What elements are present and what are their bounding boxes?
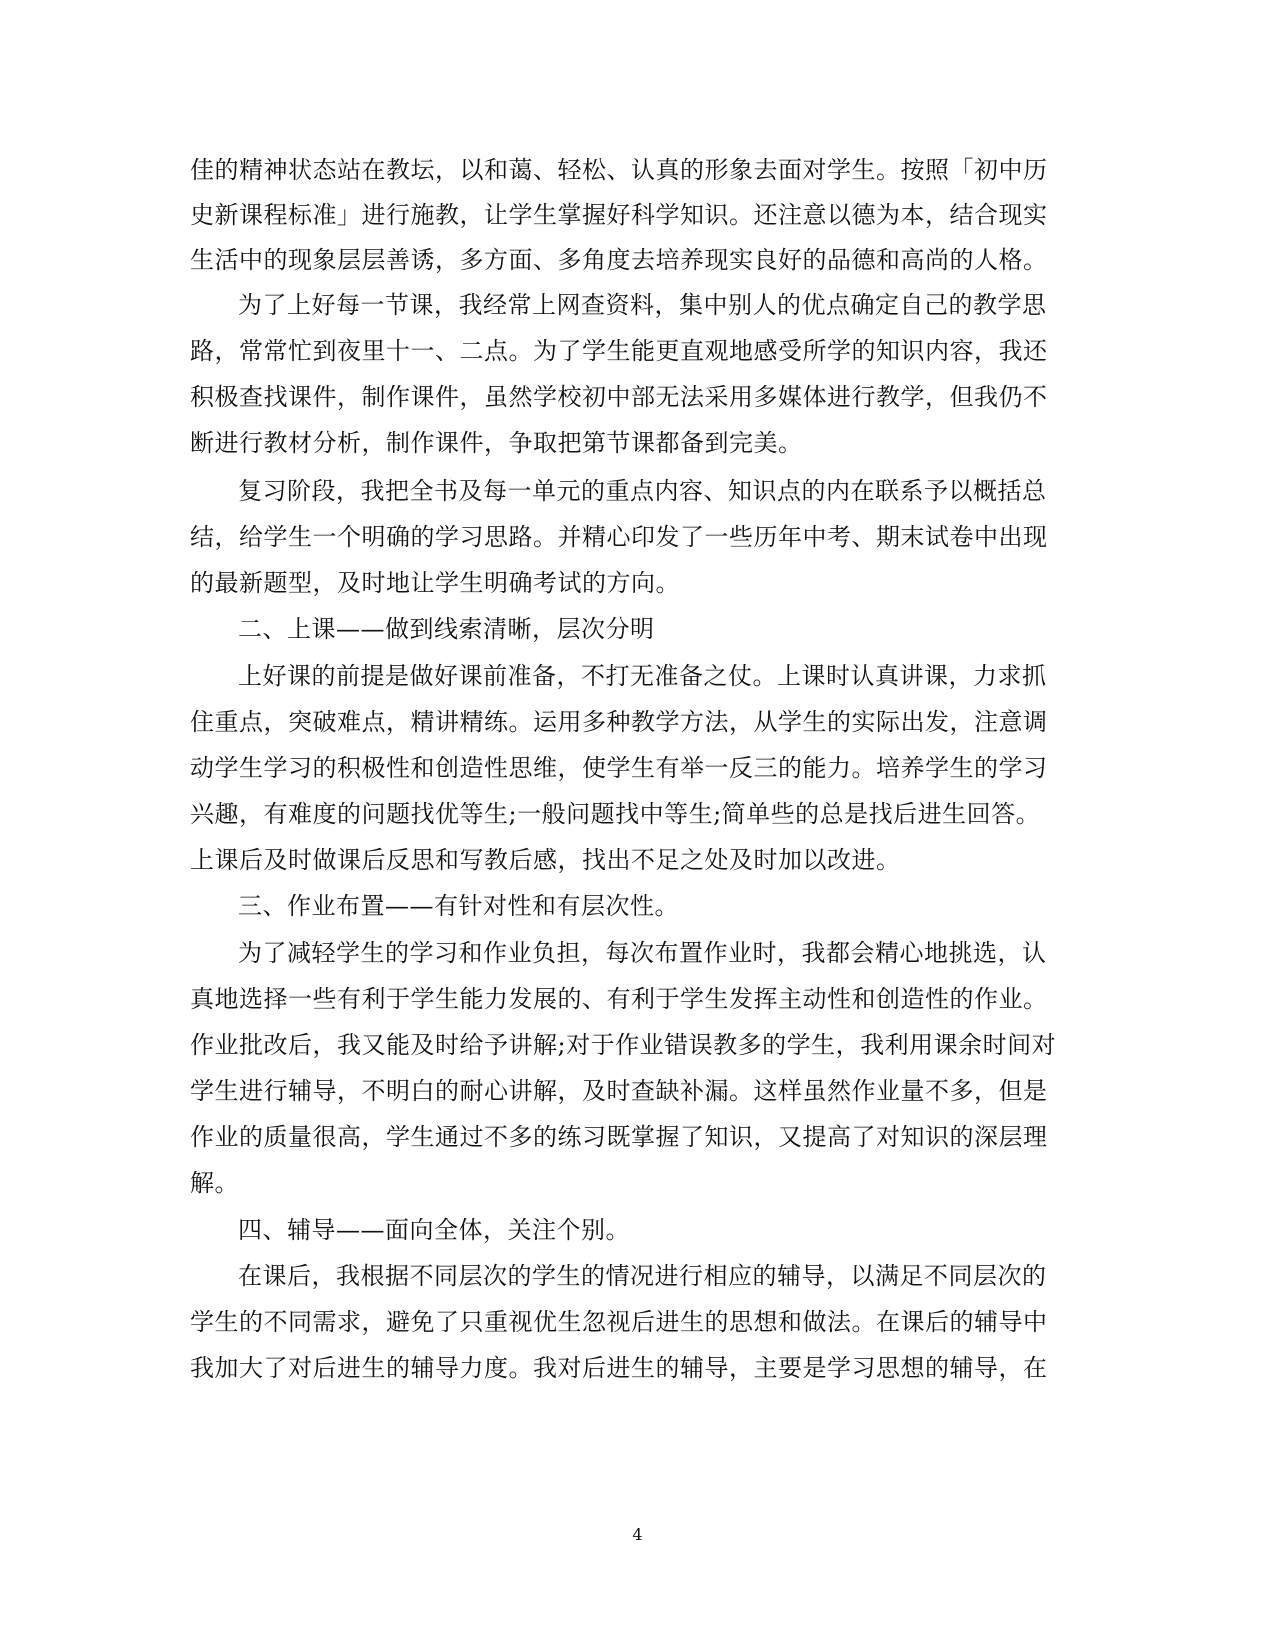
text-line: 真地选择一些有利于学生能力发展的、有利于学生发挥主动性和创造性的作业。 (190, 985, 1048, 1013)
text-line: 生活中的现象层层善诱，多方面、多角度去培养现实良好的品德和高尚的人格。 (190, 246, 1048, 274)
text-line: 的最新题型，及时地让学生明确考试的方向。 (190, 569, 680, 597)
text-line: 在课后，我根据不同层次的学生的情况进行相应的辅导，以满足不同层次的 (238, 1262, 1047, 1290)
text-line: 史新课程标准」进行施教，让学生掌握好科学知识。还注意以德为本，结合现实 (190, 201, 1048, 229)
text-line: 结，给学生一个明确的学习思路。并精心印发了一些历年中考、期末试卷中出现 (190, 523, 1048, 551)
text-line: 学生的不同需求，避免了只重视优生忽视后进生的思想和做法。在课后的辅导中 (190, 1308, 1048, 1336)
text-line: 断进行教材分析，制作课件，争取把第节课都备到完美。 (190, 429, 803, 457)
text-line: 解。 (190, 1169, 239, 1197)
text-line: 复习阶段，我把全书及每一单元的重点内容、知识点的内在联系予以概括总 (238, 477, 1047, 505)
text-line: 我加大了对后进生的辅导力度。我对后进生的辅导，主要是学习思想的辅导，在 (190, 1354, 1048, 1382)
text-line: 动学生学习的积极性和创造性思维，使学生有举一反三的能力。培养学生的学习 (190, 754, 1048, 782)
text-line: 积极查找课件，制作课件，虽然学校初中部无法采用多媒体进行教学，但我仍不 (190, 383, 1048, 411)
text-line: 住重点，突破难点，精讲精练。运用多种教学方法，从学生的实际出发，注意调 (190, 708, 1048, 736)
section-heading: 四、辅导——面向全体，关注个别。 (238, 1216, 630, 1244)
text-line: 兴趣，有难度的问题找优等生;一般问题找中等生;简单些的总是找后进生回答。 (190, 800, 1041, 828)
section-heading: 三、作业布置——有针对性和有层次性。 (238, 892, 679, 920)
text-line: 上好课的前提是做好课前准备，不打无准备之仗。上课时认真讲课，力求抓 (238, 662, 1047, 690)
page-number: 4 (632, 1525, 643, 1544)
text-line: 路，常常忙到夜里十一、二点。为了学生能更直观地感受所学的知识内容，我还 (190, 337, 1048, 365)
text-line: 为了上好每一节课，我经常上网查资料，集中别人的优点确定自己的教学思 (238, 291, 1047, 319)
text-line: 作业的质量很高，学生通过不多的练习既掌握了知识，又提高了对知识的深层理 (190, 1123, 1048, 1151)
text-line: 上课后及时做课后反思和写教后感，找出不足之处及时加以改进。 (190, 846, 901, 874)
section-heading: 二、上课——做到线索清晰，层次分明 (238, 615, 655, 643)
text-line: 为了减轻学生的学习和作业负担，每次布置作业时，我都会精心地挑选，认 (238, 939, 1047, 967)
text-line: 佳的精神状态站在教坛，以和蔼、轻松、认真的形象去面对学生。按照「初中历 (190, 156, 1048, 184)
text-line: 作业批改后，我又能及时给予讲解;对于作业错误教多的学生，我利用课余时间对 (190, 1031, 1057, 1059)
text-line: 学生进行辅导，不明白的耐心讲解，及时查缺补漏。这样虽然作业量不多，但是 (190, 1077, 1048, 1105)
